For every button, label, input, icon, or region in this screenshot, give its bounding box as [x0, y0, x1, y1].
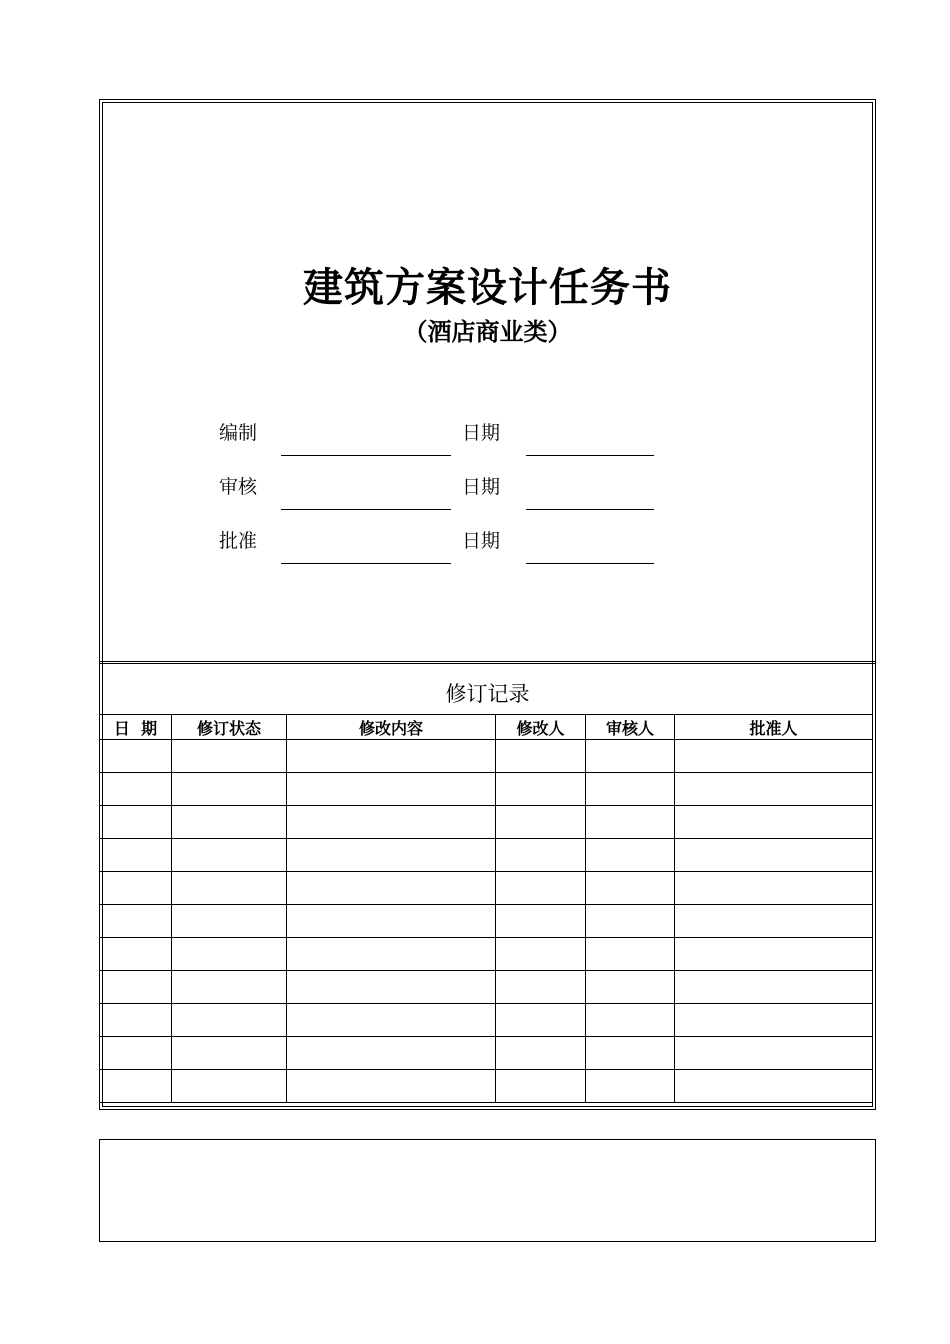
table-row	[100, 971, 873, 1004]
table-cell[interactable]	[496, 1037, 586, 1070]
revision-header-row	[100, 715, 873, 740]
table-row	[100, 1004, 873, 1037]
table-cell[interactable]	[675, 971, 873, 1004]
header-approved-by: 批准人	[675, 715, 873, 740]
table-cell[interactable]	[675, 839, 873, 872]
table-cell[interactable]	[586, 905, 675, 938]
table-row	[100, 1070, 873, 1103]
table-row	[100, 872, 873, 905]
table-cell[interactable]	[586, 839, 675, 872]
table-cell[interactable]	[675, 938, 873, 971]
table-row	[100, 1037, 873, 1070]
table-cell[interactable]	[496, 740, 586, 773]
table-cell[interactable]	[287, 839, 496, 872]
table-cell[interactable]	[172, 905, 287, 938]
table-cell[interactable]	[172, 839, 287, 872]
table-cell[interactable]	[172, 971, 287, 1004]
table-cell[interactable]	[675, 806, 873, 839]
table-cell[interactable]	[586, 971, 675, 1004]
table-cell[interactable]	[675, 1070, 873, 1103]
table-cell[interactable]	[100, 806, 172, 839]
table-cell[interactable]	[287, 773, 496, 806]
signoff-name-line[interactable]	[281, 509, 451, 510]
table-cell[interactable]	[586, 1070, 675, 1103]
footer-box	[99, 1139, 876, 1242]
signoff-row-approved	[100, 526, 875, 566]
table-row	[100, 938, 873, 971]
signoff-date-label: 日期	[462, 476, 501, 498]
table-row	[100, 806, 873, 839]
table-cell[interactable]	[172, 740, 287, 773]
document-title: 建筑方案设计任务书	[303, 264, 672, 311]
header-change-content: 修改内容	[287, 715, 496, 740]
table-row	[100, 740, 873, 773]
signoff-row-reviewed	[100, 472, 875, 512]
table-cell[interactable]	[287, 938, 496, 971]
signoff-date-label: 日期	[462, 530, 501, 552]
table-cell[interactable]	[496, 773, 586, 806]
signoff-date-line[interactable]	[526, 509, 654, 510]
signoff-row-prepared	[100, 418, 875, 458]
table-cell[interactable]	[496, 1070, 586, 1103]
revision-record-title: 修订记录	[445, 682, 530, 706]
table-cell[interactable]	[100, 773, 172, 806]
table-cell[interactable]	[172, 1004, 287, 1037]
table-cell[interactable]	[100, 1037, 172, 1070]
table-cell[interactable]	[586, 1037, 675, 1070]
revision-table	[99, 714, 873, 1103]
table-cell[interactable]	[496, 938, 586, 971]
table-cell[interactable]	[100, 1004, 172, 1037]
table-cell[interactable]	[172, 1037, 287, 1070]
table-cell[interactable]	[100, 872, 172, 905]
table-cell[interactable]	[100, 1070, 172, 1103]
signoff-role-label: 编制	[219, 422, 258, 444]
table-cell[interactable]	[100, 971, 172, 1004]
signoff-role-label: 批准	[219, 530, 258, 552]
table-cell[interactable]	[675, 773, 873, 806]
table-cell[interactable]	[586, 806, 675, 839]
table-cell[interactable]	[586, 773, 675, 806]
table-cell[interactable]	[586, 740, 675, 773]
table-cell[interactable]	[172, 872, 287, 905]
table-cell[interactable]	[675, 1004, 873, 1037]
revision-table-body	[100, 740, 873, 1103]
table-cell[interactable]	[172, 1070, 287, 1103]
table-cell[interactable]	[287, 971, 496, 1004]
table-cell[interactable]	[586, 938, 675, 971]
table-cell[interactable]	[172, 938, 287, 971]
table-row	[100, 773, 873, 806]
table-cell[interactable]	[675, 1037, 873, 1070]
header-revision-status: 修订状态	[172, 715, 287, 740]
signoff-name-line[interactable]	[281, 455, 451, 456]
signoff-date-line[interactable]	[526, 455, 654, 456]
table-cell[interactable]	[496, 839, 586, 872]
signoff-date-line[interactable]	[526, 563, 654, 564]
table-cell[interactable]	[172, 773, 287, 806]
table-cell[interactable]	[496, 905, 586, 938]
table-cell[interactable]	[172, 806, 287, 839]
table-cell[interactable]	[287, 1004, 496, 1037]
table-cell[interactable]	[586, 1004, 675, 1037]
signoff-date-label: 日期	[462, 422, 501, 444]
table-cell[interactable]	[675, 872, 873, 905]
document-subtitle: （酒店商业类）	[403, 317, 572, 346]
table-cell[interactable]	[100, 905, 172, 938]
cover-frame	[99, 99, 876, 1110]
table-cell[interactable]	[675, 905, 873, 938]
header-modified-by: 修改人	[496, 715, 586, 740]
table-cell[interactable]	[496, 806, 586, 839]
table-cell[interactable]	[496, 971, 586, 1004]
table-cell[interactable]	[675, 740, 873, 773]
signoff-role-label: 审核	[219, 476, 258, 498]
table-cell[interactable]	[100, 938, 172, 971]
table-cell[interactable]	[287, 806, 496, 839]
header-reviewed-by: 审核人	[586, 715, 675, 740]
table-cell[interactable]	[287, 1070, 496, 1103]
header-date: 日 期	[100, 715, 172, 740]
table-row	[100, 839, 873, 872]
table-cell[interactable]	[496, 872, 586, 905]
table-cell[interactable]	[100, 839, 172, 872]
table-row	[100, 905, 873, 938]
signoff-name-line[interactable]	[281, 563, 451, 564]
table-cell[interactable]	[287, 905, 496, 938]
table-cell[interactable]	[287, 872, 496, 905]
table-cell[interactable]	[100, 740, 172, 773]
table-cell[interactable]	[496, 1004, 586, 1037]
table-cell[interactable]	[586, 872, 675, 905]
section-divider	[100, 661, 875, 664]
table-cell[interactable]	[287, 740, 496, 773]
table-cell[interactable]	[287, 1037, 496, 1070]
